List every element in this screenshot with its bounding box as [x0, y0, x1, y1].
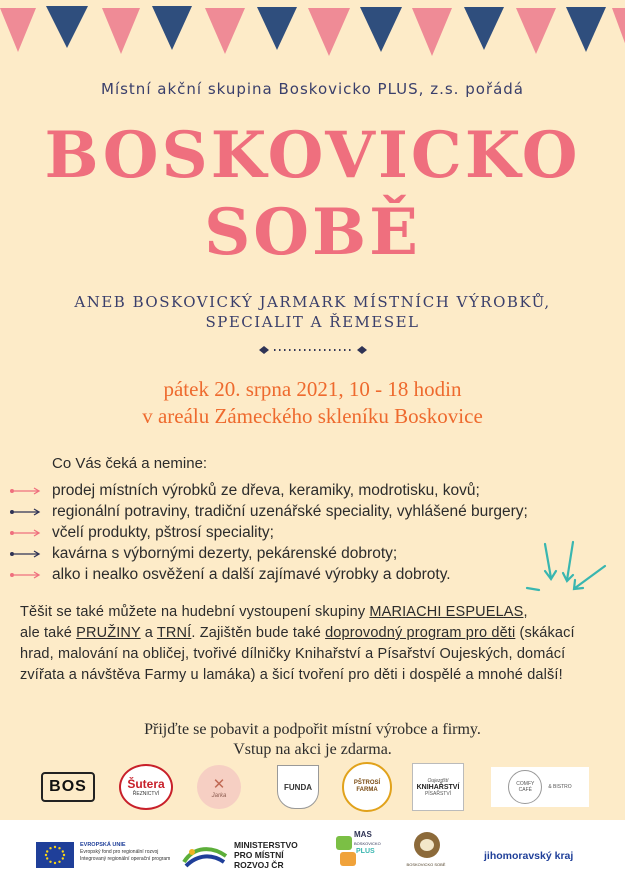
arrow-icon — [10, 507, 42, 517]
boskovicko-sobe-logo — [404, 830, 448, 874]
bos-logo-text: BOS — [41, 772, 95, 802]
comfy-logo-line1: COMFY — [516, 781, 535, 787]
pstrosi-farma-logo — [342, 764, 392, 810]
list-item — [10, 480, 620, 501]
band-trni: TRNÍ — [156, 625, 192, 641]
eu-flag-icon — [36, 842, 74, 868]
band-mariachi: MARIACHI ESPUELAS — [369, 604, 524, 620]
sutera-logo-sub: ŘEZNICTVÍ — [132, 791, 160, 797]
mmr-text — [234, 840, 298, 870]
bos-logo — [38, 764, 98, 810]
paragraph-text: Těšit se také můžete na hudební vystoupení skupiny — [20, 604, 370, 620]
event-venue: v areálu Zámeckého skleníku Boskovice — [142, 404, 483, 428]
eu-line2: Integrovaný regionální operační program — [80, 856, 171, 862]
arrow-icon — [10, 549, 42, 559]
mmr-line3: ROZVOJ ČR — [234, 860, 284, 870]
event-date-time: pátek 20. srpna 2021, 10 - 18 hodin — [163, 377, 462, 401]
kraj-text-a: jiho — [484, 850, 503, 862]
list-item-text: prodej místních výrobků ze dřeva, keramiky, modrotisku, kovů; — [52, 481, 480, 499]
band-pruziny: PRUŽINY — [76, 625, 141, 641]
program-paragraph — [20, 602, 605, 686]
sutera-logo-text: Šutera — [127, 777, 165, 791]
event-title-line1: BOSKOVICKO — [44, 118, 581, 193]
sponsor-logos — [0, 764, 625, 816]
eu-title: EVROPSKÁ UNIE — [80, 842, 126, 848]
eu-text — [80, 842, 180, 863]
comfy-cafe-logo — [490, 764, 590, 810]
paragraph-text: , — [523, 604, 528, 620]
jihomoravsky-kraj-logo — [484, 850, 573, 862]
pstrosi-logo-text: PŠTROSÍ FARMA — [353, 780, 381, 793]
mmr-line2: PRO MÍSTNÍ — [234, 850, 284, 860]
comfy-logo-line2: CAFÉ — [518, 787, 532, 793]
mas-logo-plus: PLUS — [356, 848, 375, 855]
knihar-logo-text: KNIHAŘSTVÍ — [416, 783, 460, 791]
list-item — [10, 501, 620, 522]
bos-sobe-text: BOSKOVICKO SOBĚ — [406, 862, 446, 867]
intro-text: Co Vás čeká a nemine: — [52, 455, 208, 472]
funding-footer — [0, 820, 625, 877]
organizer-line: Místní akční skupina Boskovicko PLUS, z.s. pořádá — [101, 80, 524, 98]
arrow-icon — [10, 486, 42, 496]
funda-logo-text: FUNDA — [284, 782, 312, 792]
subtitle-line1: ANEB BOSKOVICKÝ JARMARK MÍSTNÍCH VÝROBKŮ, — [74, 293, 551, 311]
jarka-logo: ✕ Jarka — [194, 764, 244, 810]
paragraph-text: . Zajištěn bude také — [191, 625, 326, 641]
arrow-icon — [10, 570, 42, 580]
mmr-logo-icon — [182, 842, 228, 870]
list-item-text: regionální potraviny, tradiční uzenářské speciality, vyhlášené burgery; — [52, 502, 528, 520]
arrow-icon — [10, 528, 42, 538]
sutera-logo — [118, 764, 174, 810]
paragraph-text: ale také — [20, 625, 77, 641]
event-subtitle — [0, 292, 625, 332]
comfy-logo-line3: & BISTRO — [548, 784, 572, 790]
closing-text — [0, 720, 625, 760]
list-item-text: včelí produkty, pštrosí speciality; — [52, 523, 274, 541]
dotted-divider — [258, 345, 368, 355]
jarka-logo-text: Jarka — [211, 793, 227, 799]
list-item-text: kavárna s výbornými dezerty, pekárenské dobroty; — [52, 544, 398, 562]
bunting-decoration — [0, 0, 625, 62]
subtitle-line2: SPECIALIT A ŘEMESEL — [205, 313, 420, 331]
paragraph-text: a — [140, 625, 157, 641]
closing-line1: Přijďte se pobavit a podpořit místní výrobce a firmy. — [144, 721, 481, 738]
event-date-block — [0, 376, 625, 430]
sparkle-arrows-icon — [525, 540, 610, 600]
mas-logo-text: MAS — [354, 830, 372, 839]
list-item-text: alko i nealko osvěžení a další zajímavé výrobky a dobroty. — [52, 565, 451, 583]
paragraph-text: (skákací hrad, malování na obličej, tvořivé dílničky Knihařství a Písařství Oujeských, domácí zvířata a návštěva Farmy u lamáka) a šicí tvoření pro děti i dospělé a mnohé další! — [20, 625, 575, 683]
funda-logo — [274, 764, 322, 810]
mmr-line1: MINISTERSTVO — [234, 840, 298, 850]
kids-program: doprovodný program pro děti — [325, 625, 516, 641]
closing-line2: Vstup na akci je zdarma. — [233, 741, 392, 758]
eu-line1: Evropský fond pro regionální rozvoj — [80, 849, 159, 855]
mas-logo — [336, 830, 380, 874]
knihar-logo-sub: PÍSAŘSTVÍ — [424, 790, 452, 797]
knihar-logo — [412, 764, 464, 810]
knihar-logo-top: Oujezdští — [427, 777, 449, 784]
event-title-line2: SOBĚ — [204, 195, 421, 270]
mas-logo-sub: BOSKOVICKO — [354, 841, 381, 846]
kraj-text-b: moravský kraj — [502, 850, 574, 862]
